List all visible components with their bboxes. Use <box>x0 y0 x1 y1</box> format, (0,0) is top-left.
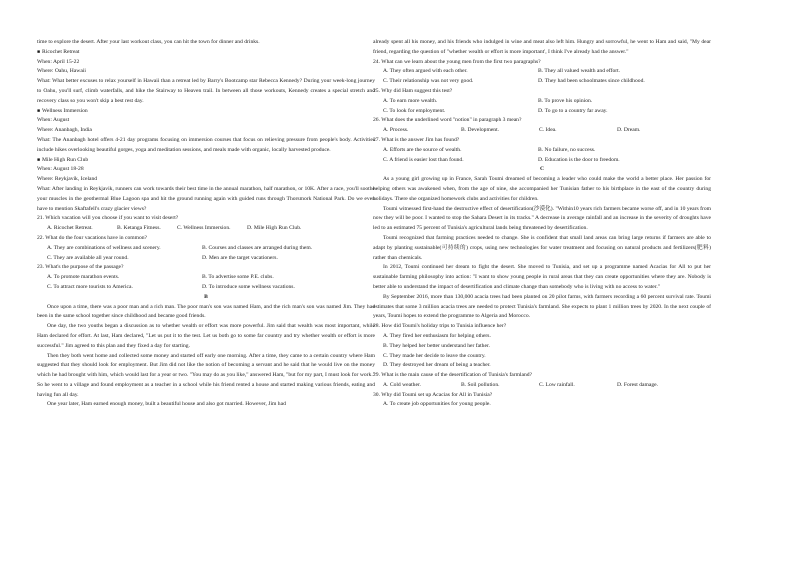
question-29-stem: 29. What is the main cause of the desertification of Tunisia's farmland? <box>373 372 533 379</box>
question-25-options-cd <box>373 107 711 117</box>
vacation-mile-where: Where: Reykjavik, Iceland <box>37 176 98 183</box>
option: C. To look for employment. <box>383 107 446 114</box>
option: D. Dream. <box>617 127 641 134</box>
question-30-stem: 30. Why did Toumi set up Acacias for All in Tunisia? <box>373 391 493 398</box>
article-paragraph: As a young girl growing up in France, Sarah Toumi dreamed of becoming a leader who could make the world a better place. Her passion for helping others was awakened when, from the age of nine, she accompanied her Tunisian father to his birthplace in the east of the country during holidays. There she organized homework clubs and activities for children. <box>373 176 711 202</box>
option: B. Development. <box>461 127 500 134</box>
option: B. They helped her better understand her father. <box>383 342 490 349</box>
option: A. Cold weather. <box>383 381 421 388</box>
vacation-ricochet-title: ■ Ricochet Retreat <box>37 48 375 58</box>
question-22-options-cd <box>37 254 375 264</box>
option: B. To prove his opinion. <box>538 97 593 104</box>
question-27-stem: 27. What is the answer Jim has found? <box>373 136 460 143</box>
question-23-options-ab <box>37 273 375 283</box>
option: C. Low rainfall. <box>539 381 575 388</box>
question-29-options <box>373 381 711 391</box>
option: A. To promote marathon events. <box>47 274 120 281</box>
article-paragraph: Toumi recognized that farming practices needed to change. She is confident that small land areas can bring large returns if farmers are able to adapt by planting sustainable(可持续的) crops, using new technologies for water treatment and focusing on natural products and fertilizers(肥料) rather than chemicals. <box>373 234 711 261</box>
vacation-mile-when: When: August 18-28 <box>37 166 84 173</box>
option: C. Idea. <box>539 127 557 134</box>
right-column <box>373 38 711 410</box>
option: C. Their relationship was not very good. <box>383 78 474 85</box>
vacation-mile-what: What: After landing in Reykjavik, runners can work towards their best time in the annual marathon, half marathon, or 10K. After a race, you'll soothe your muscles in the geothermal Blue Lagoon spa and hit the ground running again with guided runs through Thorsmork National Park. Do we even have to mention Skaftafell's crazy glacier views? <box>37 185 375 212</box>
vacation-ricochet-where: Where: Oahu, Hawaii <box>37 68 86 75</box>
option: D. Mile High Run Club. <box>247 225 302 232</box>
option: D. They had been schoolmates since childhood. <box>538 78 645 85</box>
option: D. Forest damage. <box>617 381 659 388</box>
story-paragraph: One year later, Ham earned enough money, built a beautiful house and also got married. However, Jim had <box>47 401 286 408</box>
question-26-options <box>373 126 711 136</box>
question-23-options-cd <box>37 283 375 293</box>
option: A. They fired her enthusiasm for helping others. <box>383 332 491 339</box>
option: B. Ketanga Fitness. <box>117 225 161 232</box>
question-23-stem: 23. What's the purpose of the passage? <box>37 264 124 271</box>
option: A. They often argued with each other. <box>383 68 468 75</box>
story-paragraph: Once upon a time, there was a poor man and a rich man. The poor man's son was named Ham, and the rich man's son was named Jim. They had been in the same school together since childhood and became good friends. <box>37 303 375 320</box>
article-paragraph: Toumi witnessed first-hand the destructive effect of desertification(沙漠化). "Within10 years rich farmers became worse off, and in 10 years from now they will be poor. I wanted to stop the Sahara Desert in its tracks." A decrease in average rainfall and an increase in the severity of droughts have led to an estimated 75 percent of Tunisia's agricultural lands being threatened by desertification. <box>373 205 711 232</box>
option: A. To create job opportunities for young people. <box>383 401 491 408</box>
section-b-heading: B <box>204 293 208 300</box>
option: D. Men are the target vacationers. <box>202 254 278 261</box>
option: D. Education is the door to freedom. <box>538 156 620 163</box>
question-27-options-cd <box>373 156 711 166</box>
section-c-heading: C <box>539 166 545 173</box>
question-24-options-ab <box>373 67 711 77</box>
option: B. No failure, no success. <box>538 146 596 153</box>
option: B. They all valued wealth and effort. <box>538 68 621 75</box>
option: C. They made her decide to leave the country. <box>383 352 486 359</box>
question-27-options-ab <box>373 146 711 156</box>
story-tail: already spent all his money, and his friends who indulged in wine and meat also left him. Hungry and sorrowful, he went to Ham and said, "My dear friend, regarding the question of "whether wealth or effort is more important', I think I've already had the answer." <box>373 39 711 55</box>
vacation-mile-title: ■ Mile High Run Club <box>37 156 375 166</box>
option: C. To attract more tourists to America. <box>47 283 133 290</box>
question-24-options-cd <box>373 77 711 87</box>
option: D. To go to a country far away. <box>538 107 608 114</box>
article-paragraph: By September 2016, more than 130,000 acacia trees had been planted on 20 pilot farms, with farmers recording a 60 percent survival rate. Toumi estimates that some 3 million acacia trees are needed to protect Tunisia's farmland. She expects to plant 1 million trees by 2020. In the next couple of years, Toumi hopes to extend the programme to Algeria and Morocco. <box>373 293 711 320</box>
vacation-ricochet-when: When: April 15-22 <box>37 58 80 65</box>
left-column <box>37 38 375 410</box>
vacation-ricochet-what: What: What better excuses to relax yourself in Hawaii than a retreat led by Barry's Bootcamp star Rebecca Kennedy? During your week-long journey to Oahu, you'll surf, climb waterfalls, and hike the Stairway to Heaven trail. In between all those workouts, Kennedy creates a special stretch and recovery class so you won't skip a best rest day. <box>37 78 375 104</box>
option: A. Process. <box>383 127 409 134</box>
option: C. Wellness Immersion. <box>177 225 231 232</box>
option: B. To advertise some P.E. clubs. <box>202 274 274 281</box>
option: C. A friend is easier lost than found. <box>383 156 464 163</box>
question-25-stem: 25. Why did Ham suggest this test? <box>373 87 453 94</box>
article-paragraph: In 2012, Toumi continued her dream to fight the desert. She moved to Tunisia, and set up a programme named Acacias for All to put her sustainable farming philosophy into action: "I want to show young people in rural areas that they can create opportunities where they are. Nobody is better able to understand the impact of desertification and climate change than somebody who is living with no access to water." <box>373 264 711 290</box>
option: B. Soil pollution. <box>461 381 500 388</box>
intro-tail: time to explore the desert. After your last workout class, you can hit the town for dinner and drinks. <box>37 39 260 45</box>
story-paragraph: One day, the two youths began a discussion as to whether wealth or effort was more powerful. Jim said that wealth was most important, while Ham declared for effort. At last, Ham declared, "Let us put it to the test. Let us both go to some far country and try whether wealth or effort is more successful." Jim agreed to this plan and they fixed a day for starting. <box>37 323 375 349</box>
option: D. To introduce some wellness vacations. <box>202 283 295 290</box>
question-22-stem: 22. What do the four vacations have in common? <box>37 234 148 241</box>
vacation-wellness-what: What: The Ananbagh hotel offers 4-21 day programs focusing on immersion courses that focus on relieving pressure from people's body. Activities include hikes overlooking beautiful gorges, yoga and meditation sessions, and meals made with organic, locally harvested produce. <box>37 136 375 153</box>
question-22-options-ab <box>37 244 375 254</box>
vacation-wellness-where: Where: Ananbagh, India <box>37 127 92 134</box>
vacation-wellness-title: ■ Wellness Immersion <box>37 107 375 117</box>
option: A. Efforts are the source of wealth. <box>383 146 462 153</box>
question-21-options <box>37 224 375 234</box>
option: A. To earn more wealth. <box>383 97 438 104</box>
question-24-stem: 24. What can we learn about the young men from the first two paragraphs? <box>373 58 541 65</box>
option: B. Courses and classes are arranged during them. <box>202 244 313 251</box>
question-21-stem: 21. Which vacation will you choose if you want to visit desert? <box>37 215 179 222</box>
option: A. They are combinations of wellness and scenery. <box>47 244 161 251</box>
vacation-wellness-when: When: August <box>37 117 70 124</box>
option: D. They destroyed her dream of being a teacher. <box>383 362 491 369</box>
option: C. They are available all year round. <box>47 254 129 261</box>
story-paragraph: Then they both went home and collected some money and started off early one morning. After a time, they came to a certain country where Ham suggested that they should look for employment. But Jim did not like the notion of becoming a servant and he said that he would live on the money which he had brought with him, which would last for a year or two. "You may do as you like," answered Ham, "but for my part, I must look for work." So he went to a village and found employment as a teacher in a school while his friend rented a house and started making various friends, eating and having fun all day. <box>37 352 375 398</box>
question-25-options-ab <box>373 97 711 107</box>
question-28-stem: 28. How did Toumi's holiday trips to Tunisia influence her? <box>373 323 507 330</box>
option: A. Ricochet Retreat. <box>47 225 93 232</box>
question-26-stem: 26. What does the underlined word "notion" in paragraph 3 mean? <box>373 117 522 124</box>
